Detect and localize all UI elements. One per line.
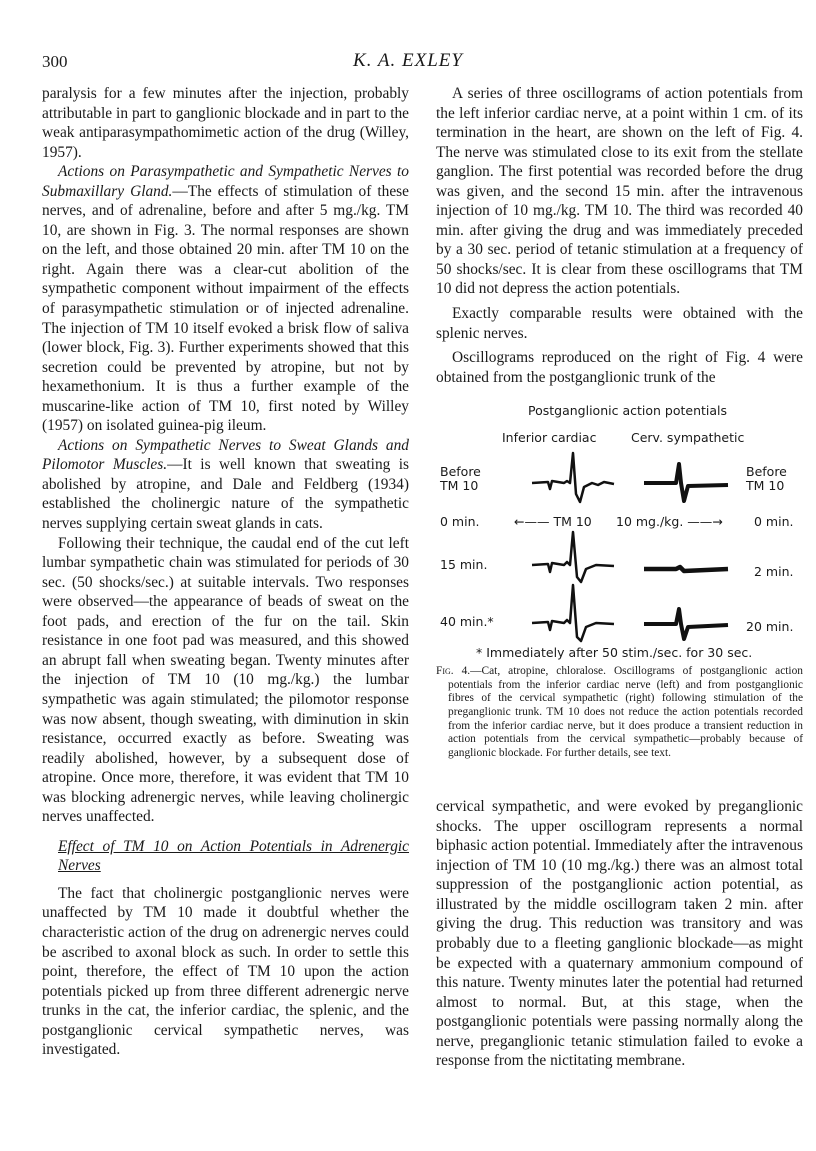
- trace-cardiac-before: [532, 453, 614, 502]
- row-label-20min: 20 min.: [746, 619, 794, 635]
- right-column: [436, 84, 803, 1071]
- section-heading: Effect of TM 10 on Action Potentials in Adrenergic Nerves: [58, 837, 409, 875]
- trace-cardiac-15min: [532, 532, 614, 582]
- running-head-author: K. A. EXLEY: [353, 50, 463, 71]
- left-column: [42, 84, 409, 1060]
- caption-label: Fig. 4.: [436, 665, 471, 678]
- paragraph: A series of three oscillograms of action potentials from the left inferior cardiac nerve, at a point within 1 cm. of its termination in the heart, are shown on the left of Fig. 4. The nerve was stimulated close to its exit from the stellate ganglion. The first potential was recorded before the drug was given, and the second 15 min. after the intravenous injection of 10 mg./kg. TM 10. The third was recorded 40 min. after giving the drug and was immediately preceded by a 30 sec. period of tetanic stimulation at a frequency of 50 shocks/sec. It is clear from these oscillograms that TM 10 did not depress the action potentials.: [436, 85, 803, 298]
- figure-caption: Fig. 4.—Cat, atropine, chloralose. Oscillograms of postganglionic action potentials from the inferior cardiac nerve (left) and from postganglionic fibres of the cervical sympathetic (right) following stimulation of the preganglionic trunk. TM 10 does not reduce the action potentials recorded from the inferior cardiac nerve, but it does produce a transient reduction in action potentials from the cervical sympathetic—probably because of ganglionic blockade. For further details, see text.: [436, 665, 803, 759]
- trace-cardiac-40min: [532, 585, 614, 641]
- label-cerv-sympathetic: Cerv. sympathetic: [631, 430, 745, 446]
- row-label-0min-right: 0 min.: [754, 514, 794, 530]
- figure-4: [436, 399, 803, 791]
- dose-arrow-right: 10 mg./kg. ——→: [616, 514, 723, 530]
- trace-sympathetic-2min: [644, 567, 728, 571]
- row-label-2min: 2 min.: [754, 564, 794, 580]
- trace-sympathetic-before: [644, 464, 728, 501]
- row-label-15min: 15 min.: [440, 557, 488, 573]
- section-heading: Actions on Parasympathetic and Sympathetic Nerves to Submaxillary Gland.: [42, 163, 409, 200]
- figure-title: Postganglionic action potentials: [528, 403, 728, 419]
- paragraph: cervical sympathetic, and were evoked by preganglionic shocks. The upper oscillogram represents a normal biphasic action potential. Immediately after the intravenous injection of TM 10 (10 mg./kg.) there was an almost total suppression of the postganglionic action potential, as illustrated by the middle oscillogram taken 2 min. after giving the drug. This reduction was transitory and was probably due to a fleeting ganglionic blockade—as might be expected with a quaternary ammonium compound of this nature. Twenty minutes later the potential had returned almost to normal. But, at this stage, when the postganglionic potentials were passing normally along the nerve, preganglionic tetanic stimulation failed to evoke a response from the nictitating membrane.: [436, 798, 803, 1070]
- paragraph: Actions on Parasympathetic and Sympathetic Nerves to Submaxillary Gland.—The effects of stimulation of these nerves, and of adrenaline, before and after 5 mg./kg. TM 10, are shown in Fig. 3. The normal responses are shown on the left, and those obtained 20 min. after TM 10 on the right. Again there was a clear-cut abolition of the sympathetic component without impairment of the effects of parasympathetic stimulation or of injected adrenaline. The injection of TM 10 itself evoked a brisk flow of saliva (lower block, Fig. 3). Further experiments showed that this secretion could be prevented by atropine, but not by hexamethonium. It is thus a further example of the muscarine-like action of TM 10, first noted by Willey (1957) on isolated guinea-pig ileum.: [42, 163, 409, 435]
- paragraph: paralysis for a few minutes after the injection, probably attributable in part to ganglionic blockade and in part to the weak antiparasympathomimetic action of the drug (Willey, 1957).: [42, 85, 409, 161]
- paragraph: Actions on Sympathetic Nerves to Sweat Glands and Pilomotor Muscles.—It is well known that sweating is abolished by atropine, and Dale and Feldberg (1934) established the cholinergic nature of the sympathetic nerves supplying certain sweat glands in cats.: [42, 436, 409, 533]
- row-label-before-left: Before TM 10: [440, 464, 481, 494]
- page-number: 300: [42, 52, 68, 71]
- section-heading: Actions on Sympathetic Nerves to Sweat Glands and Pilomotor Muscles.: [42, 436, 409, 474]
- row-label-before-right: Before TM 10: [746, 464, 787, 494]
- row-label-40min: 40 min.*: [440, 614, 494, 630]
- row-label-0min-left: 0 min.: [440, 514, 480, 530]
- label-inferior-cardiac: Inferior cardiac: [502, 430, 597, 446]
- paragraph: Oscillograms reproduced on the right of Fig. 4 were obtained from the postganglionic trunk of the: [436, 349, 803, 386]
- paragraph: Following their technique, the caudal end of the cut left lumbar sympathetic chain was stimulated for periods of 30 sec. (50 shocks/sec.) at suitable intervals. Two responses were observed—the appearance of beads of sweat on the foot pads, and erection of the fur on the tail. Skin resistance in one foot pad was measured, and this showed an abrupt fall when sweating began. Twenty minutes after the injection of TM 10 (10 mg./kg.) the lumbar sympathetic was again stimulated; the pilomotor response was now absent, though sweating, with diminution in skin resistance, occurred exactly as before. Sweating was readily abolished, however, by a subsequent dose of atropine. Once more, therefore, it was evident that TM 10 was blocking adrenergic nerves, while leaving cholinergic nerves unaffected.: [42, 534, 409, 826]
- paragraph: The fact that cholinergic postganglionic nerves were unaffected by TM 10 made it doubtful whether the characteristic action of the drug on adrenergic nerves could be ascribed to axonal block as such. In order to settle this point, therefore, the effect of TM 10 upon the action potentials picked up from three different adrenergic nerve trunks in the cat, the inferior cardiac, the splenic, and the postganglionic cervical sympathetic nerves, was investigated.: [42, 884, 409, 1059]
- figure-footnote: * Immediately after 50 stim./sec. for 30 sec.: [476, 645, 753, 661]
- trace-sympathetic-20min: [644, 609, 728, 639]
- dose-arrow-left: ←—— TM 10: [514, 514, 592, 530]
- paragraph: Exactly comparable results were obtained with the splenic nerves.: [436, 305, 803, 342]
